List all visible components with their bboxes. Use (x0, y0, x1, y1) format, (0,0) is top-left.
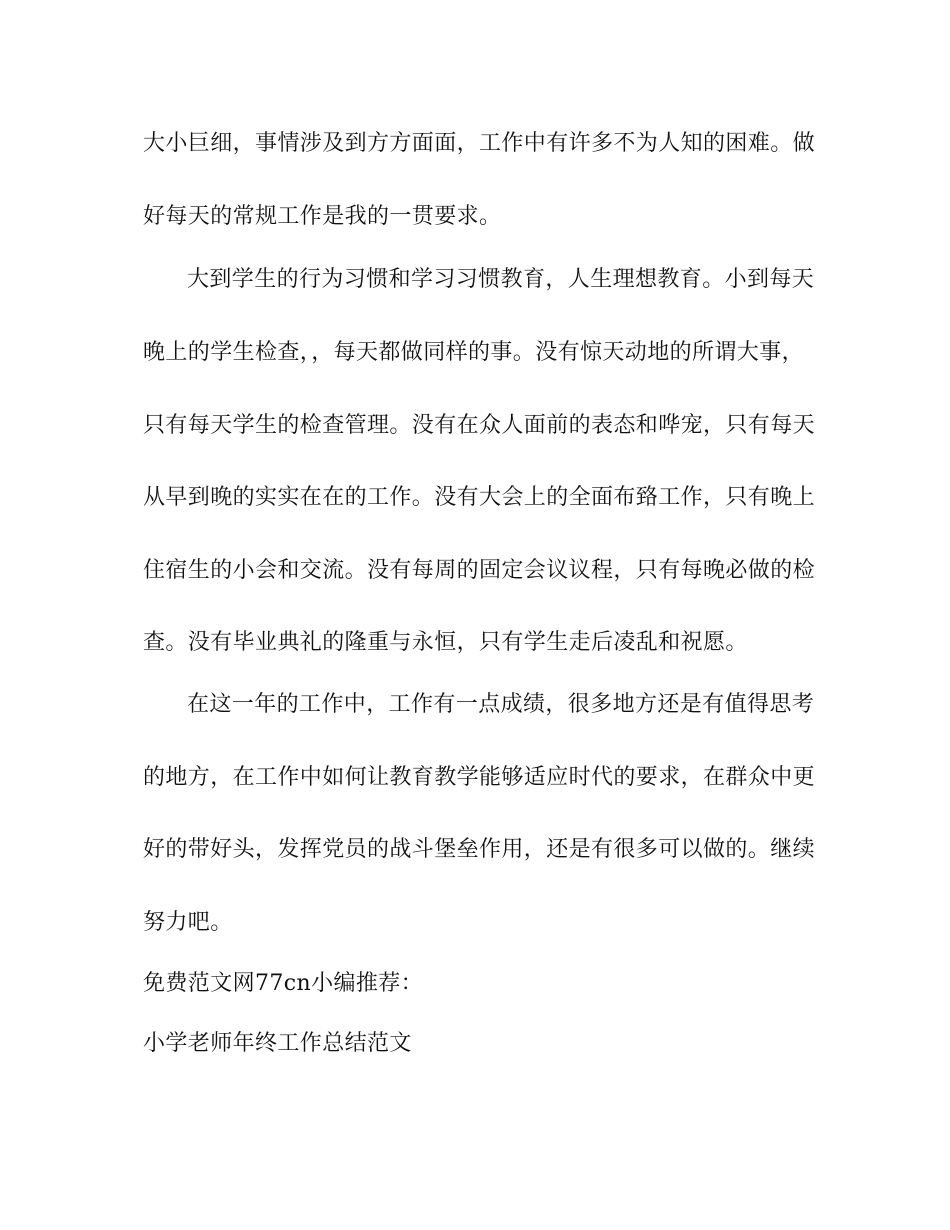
paragraph-line-2: 好每天的常规工作是我的一贯要求。 (143, 204, 502, 229)
paragraph-line-6: 从早到晚的实实在在的工作。没有大会上的全面布臵工作，只有晚上 (143, 485, 816, 510)
paragraph-line-7: 住宿生的小会和交流。没有每周的固定会议议程，只有每晚必做的检 (143, 558, 816, 583)
paragraph-line-3: 大到学生的行为习惯和学习习惯教育，人生理想教育。小到每天 (187, 267, 815, 292)
recommended-article-link[interactable]: 小学老师年终工作总结范文 (143, 1031, 412, 1056)
paragraph-line-10: 的地方，在工作中如何让教育教学能够适应时代的要求，在群众中更 (143, 765, 816, 790)
paragraph-line-5: 只有每天学生的检查管理。没有在众人面前的表态和哗宠，只有每天 (143, 413, 816, 438)
paragraph-line-12: 努力吧。 (143, 910, 233, 935)
paragraph-line-9: 在这一年的工作中，工作有一点成绩，很多地方还是有值得思考 (187, 692, 815, 717)
paragraph-line-1: 大小巨细，事情涉及到方方面面，工作中有许多不为人知的困难。做 (143, 131, 816, 156)
paragraph-line-11: 好的带好头，发挥党员的战斗堡垒作用，还是有很多可以做的。继续 (143, 837, 816, 862)
recommendation-label: 免费范文网77cn小编推荐： (143, 971, 424, 996)
paragraph-line-8: 查。没有毕业典礼的隆重与永恒，只有学生走后凌乱和祝愿。 (143, 630, 748, 655)
paragraph-line-4: 晚上的学生检查，，每天都做同样的事。没有惊天动地的所谓大事， (143, 340, 805, 365)
